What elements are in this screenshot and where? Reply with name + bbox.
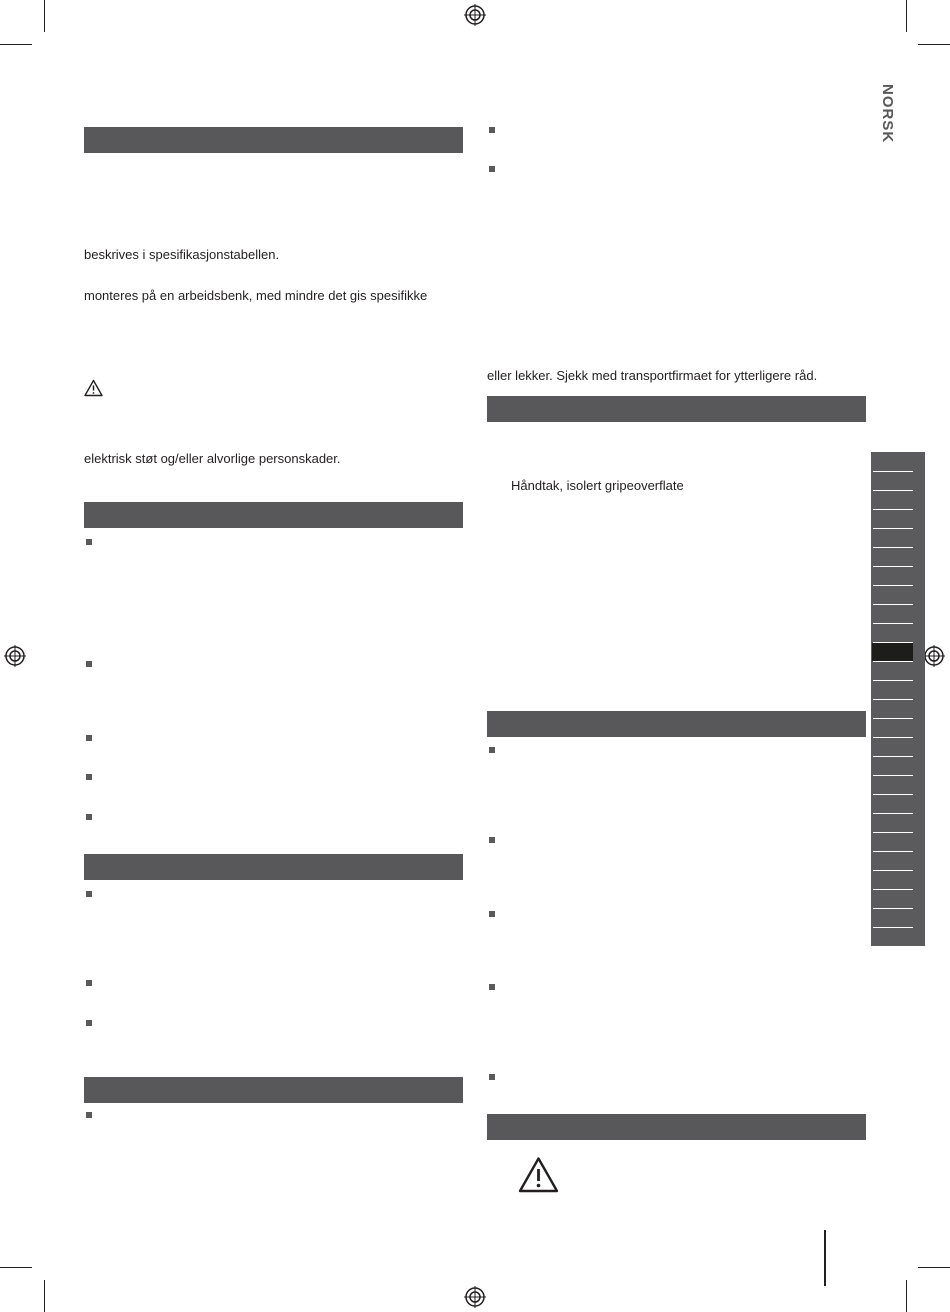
- body-text-line: elektrisk støt og/eller alvorlige personskader.: [84, 451, 341, 466]
- section-header-bar: [487, 1114, 866, 1140]
- list-bullet: [489, 984, 495, 990]
- tab-divider: [873, 851, 913, 852]
- tab-divider: [873, 832, 913, 833]
- warning-triangle-icon: [518, 1156, 559, 1193]
- tab-divider: [873, 756, 913, 757]
- section-header-bar: [84, 502, 463, 528]
- list-bullet: [86, 891, 92, 897]
- list-bullet: [86, 539, 92, 545]
- tab-divider: [873, 908, 913, 909]
- crop-mark-bottom-right-h: [918, 1267, 950, 1268]
- section-header-bar: [487, 711, 866, 737]
- list-bullet: [489, 1074, 495, 1080]
- warning-triangle-icon: [84, 379, 103, 397]
- tab-divider: [873, 870, 913, 871]
- list-bullet: [86, 1112, 92, 1118]
- list-bullet: [86, 1020, 92, 1026]
- body-text-line: monteres på en arbeidsbenk, med mindre det gis spesifikke: [84, 288, 428, 303]
- tab-divider: [873, 604, 913, 605]
- tab-divider: [873, 509, 913, 510]
- crop-mark-top-left-h: [0, 44, 32, 45]
- tab-divider: [873, 775, 913, 776]
- crop-mark-bottom-left-v: [44, 1280, 45, 1312]
- crop-mark-bottom-right-v: [906, 1280, 907, 1312]
- tab-divider: [873, 813, 913, 814]
- tab-divider: [873, 547, 913, 548]
- section-header-bar: [84, 127, 463, 153]
- tab-divider: [873, 623, 913, 624]
- tab-divider: [873, 528, 913, 529]
- list-bullet: [86, 980, 92, 986]
- list-bullet: [489, 747, 495, 753]
- tab-divider: [873, 680, 913, 681]
- tab-divider: [873, 585, 913, 586]
- tab-divider: [873, 794, 913, 795]
- registration-mark-icon: [4, 645, 26, 667]
- component-list-item: Håndtak, isolert gripeoverflate: [511, 478, 684, 493]
- tab-divider: [873, 566, 913, 567]
- page-number-rule: [824, 1230, 826, 1286]
- section-header-bar: [84, 1077, 463, 1103]
- crop-mark-top-right-h: [918, 44, 950, 45]
- tab-divider: [873, 661, 913, 662]
- tab-divider: [873, 737, 913, 738]
- registration-mark-icon: [464, 4, 486, 26]
- list-bullet: [86, 774, 92, 780]
- registration-mark-icon: [464, 1286, 486, 1308]
- list-bullet: [489, 911, 495, 917]
- body-text-line: beskrives i spesifikasjonstabellen.: [84, 247, 280, 262]
- body-text-line: eller lekker. Sjekk med transportfirmaet for ytterligere råd.: [487, 368, 818, 383]
- section-header-bar: [487, 396, 866, 422]
- tab-divider: [873, 718, 913, 719]
- tab-divider: [873, 889, 913, 890]
- crop-mark-bottom-left-h: [0, 1267, 32, 1268]
- list-bullet: [86, 735, 92, 741]
- tab-divider: [873, 927, 913, 928]
- language-label: NORSK: [879, 84, 896, 144]
- list-bullet: [489, 127, 495, 133]
- tab-divider: [873, 490, 913, 491]
- tab-divider: [873, 699, 913, 700]
- list-bullet: [86, 661, 92, 667]
- list-bullet: [86, 814, 92, 820]
- crop-mark-top-right-v: [906, 0, 907, 32]
- list-bullet: [489, 166, 495, 172]
- list-bullet: [489, 837, 495, 843]
- section-header-bar: [84, 854, 463, 880]
- registration-mark-icon: [923, 645, 945, 667]
- tab-divider: [873, 471, 913, 472]
- active-language-tab: [872, 643, 913, 661]
- crop-mark-top-left-v: [44, 0, 45, 32]
